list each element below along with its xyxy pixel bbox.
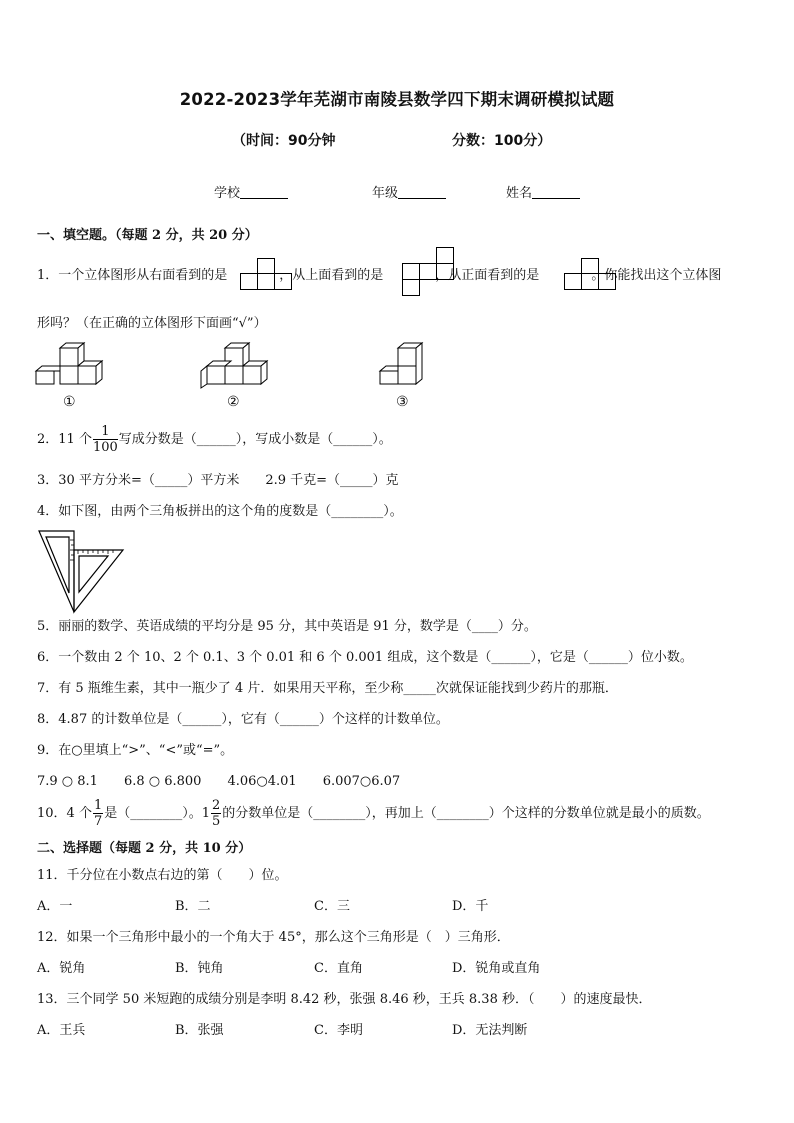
q1-text-b: ，从上面看到的是: [279, 268, 384, 283]
question-9: 9．在○里填上“>”、“<”或“=”。: [37, 743, 234, 758]
q2-denominator: 100: [92, 440, 118, 455]
q10-f1-denominator: 7: [93, 814, 103, 829]
question-9-items: 7.9 ○ 8.1 6.8 ○ 6.800 4.06○4.01 6.007○6.07: [37, 774, 401, 789]
q12-option-a: A．锐角: [37, 961, 86, 976]
q13-option-b: B．张强: [175, 1023, 224, 1038]
q1-text-d: 。你能找出这个立体图: [591, 268, 722, 283]
question-4: 4．如下图，由两个三角板拼出的这个角的度数是（________）。: [37, 504, 403, 519]
q1-text-c: ，从正面看到的是: [435, 268, 540, 283]
school-blank: [240, 185, 288, 199]
page-title: 2022-2023学年芜湖市南陵县数学四下期末调研模拟试题: [179, 90, 615, 109]
front-view-icon: [564, 258, 616, 290]
q11-option-d: D．千: [452, 899, 489, 914]
name-field: [506, 182, 580, 201]
option-label-2: ②: [227, 394, 240, 410]
question-12: 12．如果一个三角形中最小的一个角大于 45°，那么这个三角形是（ ）三角形．: [37, 930, 510, 945]
question-7: 7．有 5 瓶维生素，其中一瓶少了 4 片．如果用天平称，至少称_____次就保证能找到少药片的那瓶．: [37, 681, 618, 696]
q2-text-b: 写成分数是（______），写成小数是（______）。: [118, 432, 392, 447]
q10-fraction-1: [93, 798, 103, 829]
q12-option-d: D．锐角或直角: [452, 961, 541, 976]
question-5: 5．丽丽的数学、英语成绩的平均分是 95 分，其中英语是 91 分，数学是（____）分。: [37, 619, 537, 634]
q10-f2-numerator: 2: [212, 798, 221, 813]
q13-option-c: C．李明: [314, 1023, 363, 1038]
q2-text-a: 2．11 个: [37, 432, 92, 447]
question-8: 8．4.87 的计数单位是（______），它有（______）个这样的计数单位。: [37, 712, 449, 727]
question-10: [37, 798, 710, 829]
right-view-icon: [240, 258, 292, 290]
top-view-icon: [402, 247, 454, 297]
question-1: [37, 264, 721, 283]
solid-figure-2-icon: [201, 342, 277, 388]
option-label-1: ①: [63, 394, 76, 410]
q11-option-a: A．一: [37, 899, 73, 914]
solid-figure-3-icon: [380, 342, 426, 388]
triangle-rulers-icon: [38, 530, 124, 614]
q10-text-b: 是（________）。1: [104, 806, 211, 821]
grade-label: 年级: [372, 186, 399, 201]
section-2-heading: 二、选择题（每题 2 分，共 10 分）: [37, 841, 252, 856]
question-3: 3．30 平方分米=（_____）平方米 2.9 千克=（_____）克: [37, 473, 399, 488]
q2-fraction: [93, 424, 118, 455]
q10-text-a: 10．4 个: [37, 806, 92, 821]
q12-option-c: C．直角: [314, 961, 363, 976]
section-1-heading: 一、填空题。（每题 2 分，共 20 分）: [37, 228, 258, 243]
q10-f1-numerator: 1: [93, 798, 103, 813]
q13-option-a: A．王兵: [37, 1023, 86, 1038]
question-13: 13．三个同学 50 米短跑的成绩分别是李明 8.42 秒，张强 8.46 秒，王兵 8.38 秒．（ ）的速度最快．: [37, 992, 652, 1007]
solid-figure-1-icon: [36, 342, 104, 388]
score-label: 分数：100分）: [452, 133, 552, 149]
grade-blank: [398, 185, 446, 199]
name-blank: [532, 185, 580, 199]
q1-text-a: 1．一个立体图形从右面看到的是: [37, 268, 228, 283]
q13-option-d: D．无法判断: [452, 1023, 528, 1038]
question-6: 6．一个数由 2 个 10、2 个 0.1、3 个 0.01 和 6 个 0.001 组成，这个数是（______），它是（______）位小数。: [37, 650, 693, 665]
q2-numerator: 1: [93, 424, 118, 440]
option-label-3: ③: [396, 394, 409, 410]
question-11: 11．千分位在小数点右边的第（ ）位。: [37, 868, 288, 883]
question-2: [37, 424, 392, 455]
q12-option-b: B．钝角: [175, 961, 224, 976]
q10-f2-denominator: 5: [212, 814, 221, 829]
school-field: [214, 182, 288, 201]
q10-text-c: 的分数单位是（________），再加上（________）个这样的分数单位就是最小的质数。: [222, 806, 710, 821]
school-label: 学校: [214, 186, 241, 201]
name-label: 姓名: [506, 186, 533, 201]
q10-fraction-2: [211, 798, 221, 829]
q11-option-b: B．二: [175, 899, 211, 914]
time-label: （时间：90分钟: [232, 133, 336, 149]
question-1-continued: 形吗？（在正确的立体图形下面画“√”）: [37, 316, 267, 331]
q11-option-c: C．三: [314, 899, 350, 914]
grade-field: [372, 182, 446, 201]
